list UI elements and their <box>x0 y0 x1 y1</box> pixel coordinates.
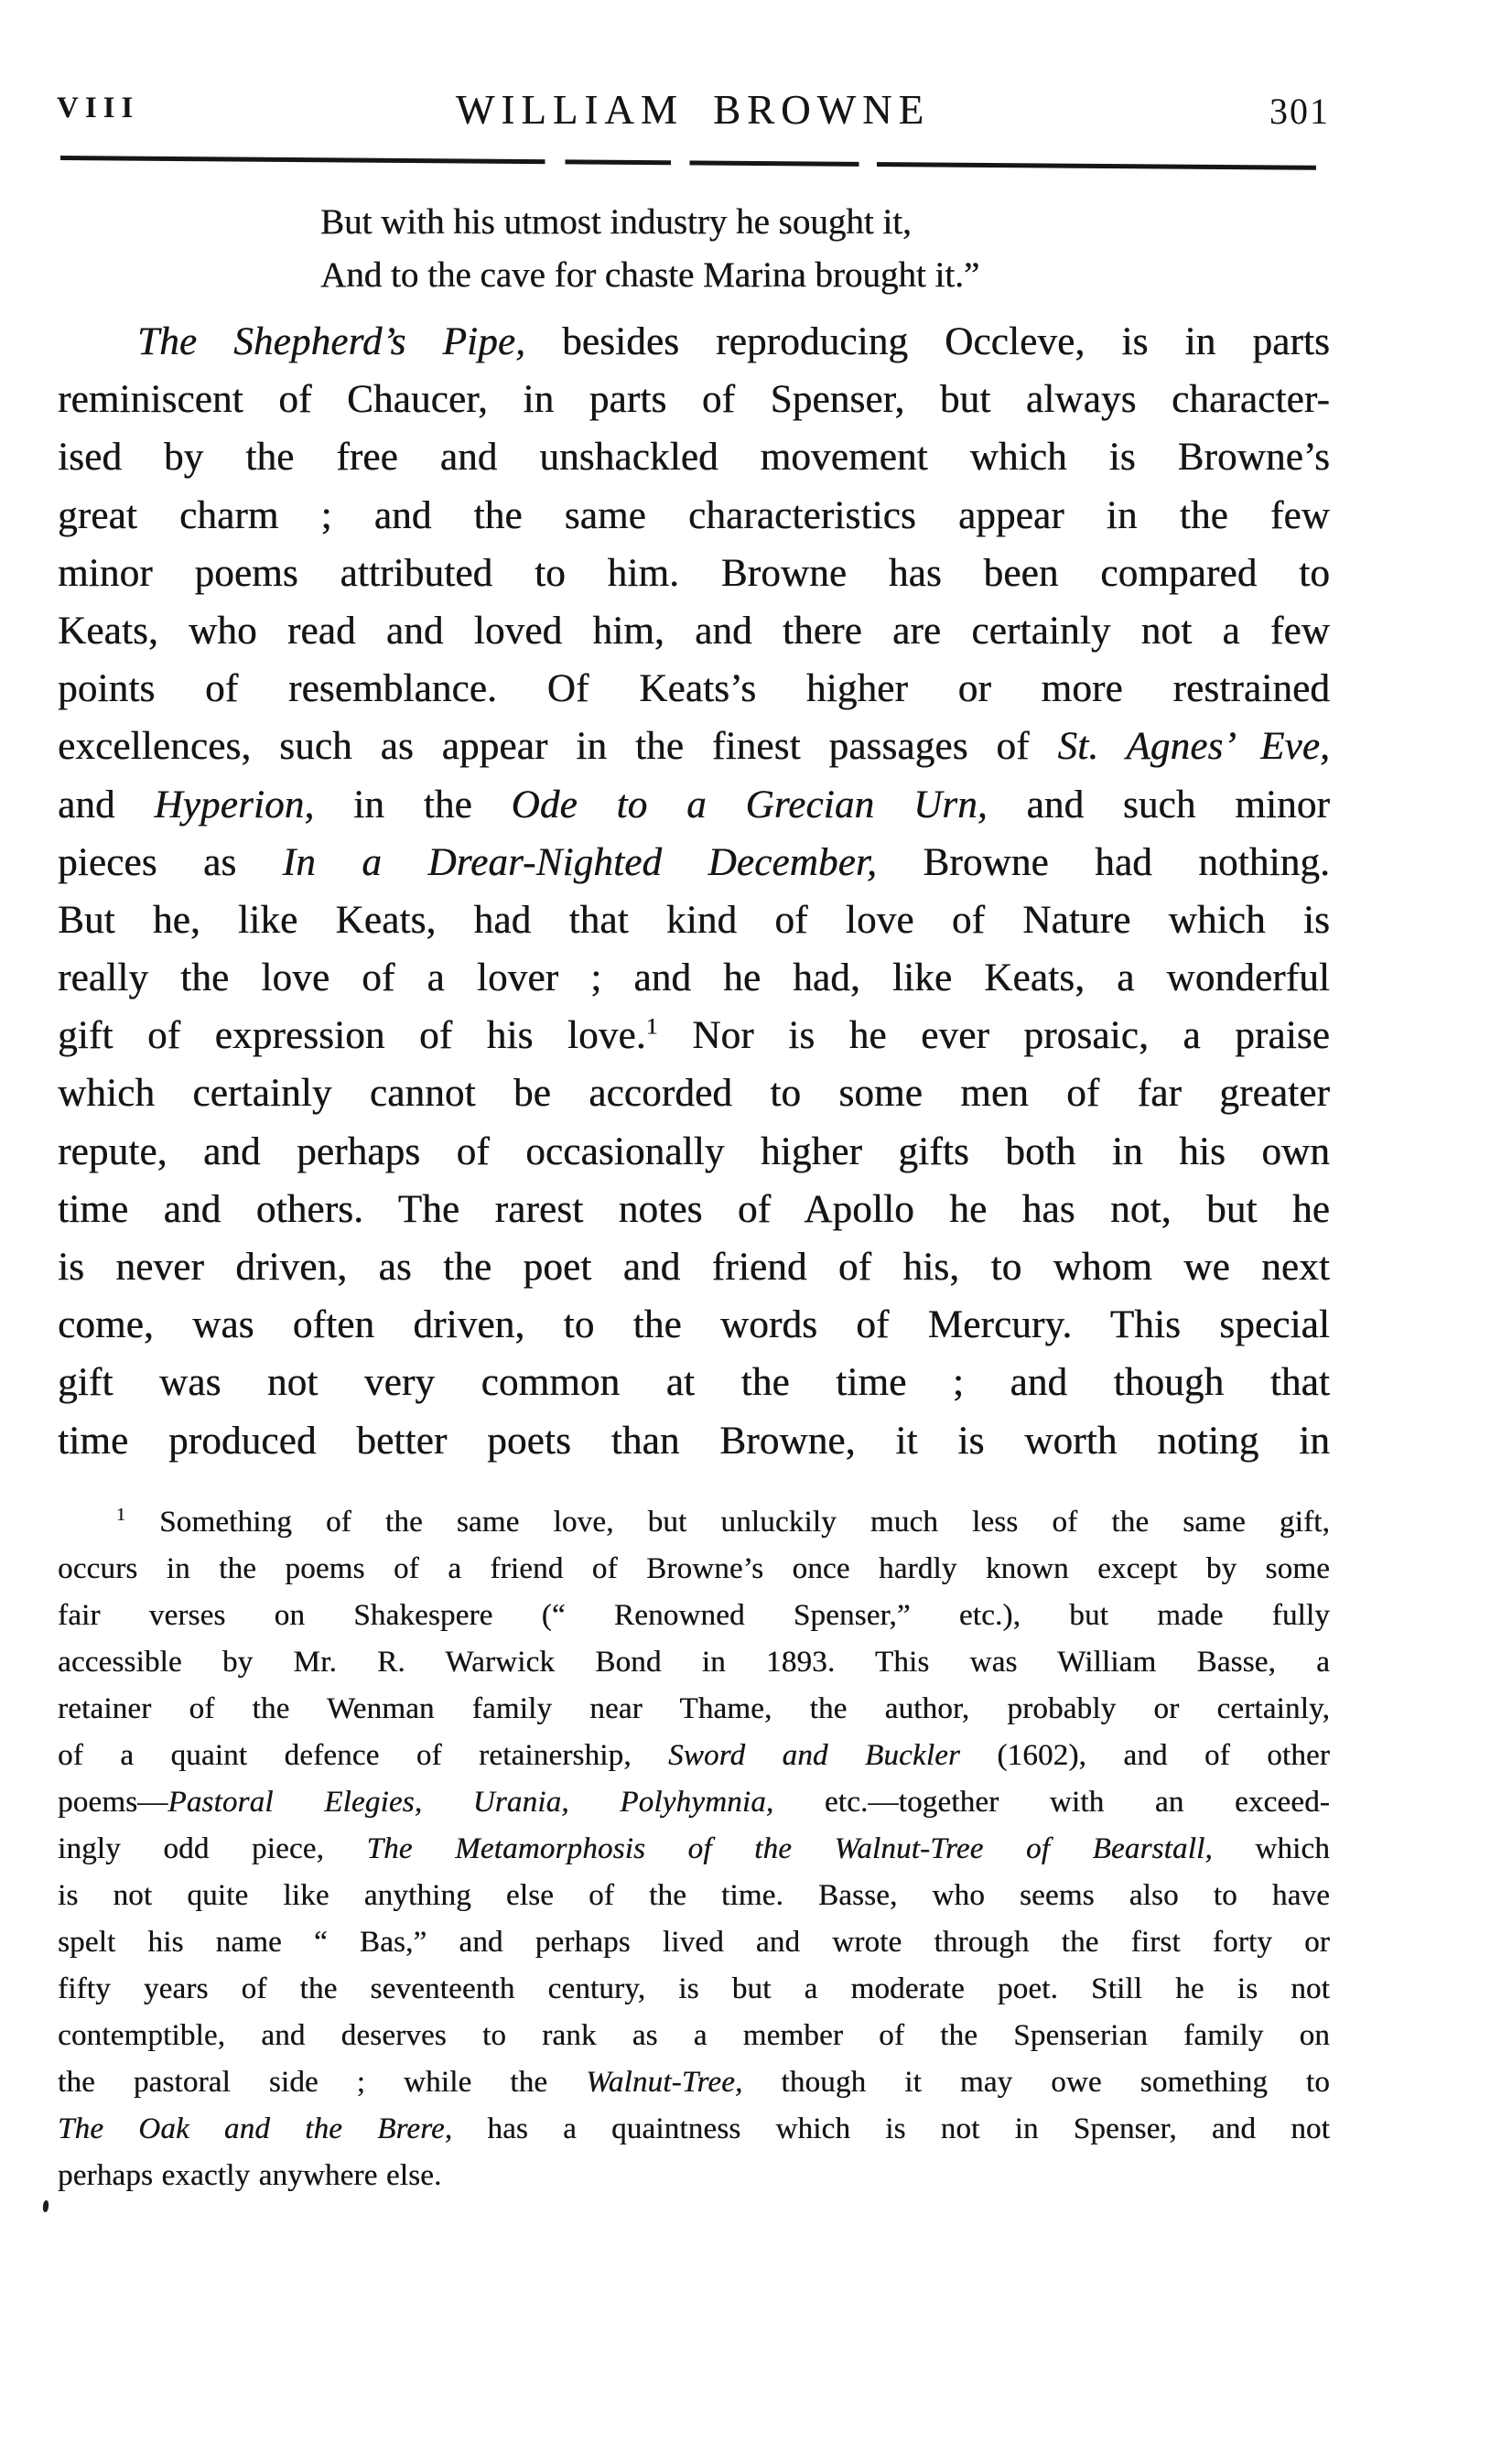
text-segment: ingly odd piece, <box>58 1832 367 1865</box>
text-line <box>58 1354 1330 1411</box>
text-line <box>58 1686 1330 1733</box>
text-segment: But he, like Keats, had that kind of love of Nature which is <box>58 898 1330 942</box>
text-line <box>58 602 1330 660</box>
text-line <box>58 1919 1330 1966</box>
text-line <box>58 776 1330 834</box>
text-line <box>320 196 979 249</box>
text-line <box>58 1593 1330 1639</box>
text-segment: But with his utmost industry he sought it, <box>320 202 912 242</box>
text-segment: repute, and perhaps of occasionally higher gifts both in his own <box>58 1129 1330 1173</box>
text-segment: Browne had nothing. <box>877 840 1330 884</box>
text-segment: the pastoral side ; while the <box>58 2066 587 2099</box>
text-segment: poems— <box>58 1786 168 1819</box>
text-segment: time produced better poets than Browne, it is worth noting in <box>58 1419 1330 1463</box>
text-segment: which <box>1212 1832 1330 1865</box>
italic-text-segment: The Metamorphosis of the Walnut-Tree of Bearstall, <box>366 1832 1213 1865</box>
text-segment: in the <box>314 783 512 826</box>
text-segment: though it may owe something to <box>742 2066 1330 2099</box>
text-line <box>58 1779 1330 1826</box>
text-segment: perhaps exactly anywhere else. <box>58 2159 442 2192</box>
text-segment: and such minor <box>987 783 1330 826</box>
text-line <box>58 1007 1330 1064</box>
italic-text-segment: The Oak and the Brere, <box>58 2112 453 2145</box>
text-segment: Nor is he ever prosaic, a praise <box>657 1014 1330 1058</box>
text-segment: has a quaintness which is not in Spenser, and not <box>452 2112 1330 2145</box>
text-segment: excellences, such as appear in the finest passages of <box>58 725 1058 769</box>
text-line <box>58 2153 1330 2199</box>
text-line <box>58 1064 1330 1122</box>
text-segment: of a quaint defence of retainership, <box>58 1739 669 1772</box>
italic-text-segment: Sword and Buckler <box>668 1739 960 1772</box>
text-line <box>58 891 1330 949</box>
text-segment: And to the cave for chaste Marina brought it.” <box>320 255 980 295</box>
text-line <box>58 2013 1330 2059</box>
page-number: 301 <box>1269 91 1330 132</box>
text-segment: come, was often driven, to the words of Mercury. This special <box>58 1303 1330 1347</box>
text-line <box>58 1733 1330 1779</box>
italic-text-segment: The Shepherd’s Pipe, <box>137 320 526 363</box>
text-segment: fifty years of the seventeenth century, is but a moderate poet. Still he is not <box>58 1972 1330 2005</box>
text-segment: occurs in the poems of a friend of Browne’s once hardly known except by some <box>58 1552 1330 1585</box>
verse-quote <box>320 196 979 302</box>
text-line <box>58 545 1330 602</box>
text-line <box>58 1123 1330 1181</box>
text-line <box>58 1826 1330 1873</box>
text-line <box>58 834 1330 891</box>
text-segment: is never driven, as the poet and friend of his, to whom we next <box>58 1246 1330 1289</box>
text-segment: spelt his name “ Bas,” and perhaps lived and wrote through the first forty or <box>58 1926 1330 1959</box>
footnote-marker: 1 <box>116 1505 126 1525</box>
text-line <box>58 371 1330 428</box>
header-rule <box>60 156 1316 170</box>
text-segment: time and others. The rarest notes of Apollo he has not, but he <box>58 1187 1330 1231</box>
text-segment: great charm ; and the same characteristics appear in the few <box>58 493 1330 537</box>
italic-text-segment: St. Agnes’ Eve, <box>1057 725 1330 769</box>
text-segment: really the love of a lover ; and he had, like Keats, a wonderful <box>58 956 1330 1000</box>
text-segment: fair verses on Shakespere (“ Renowned Spenser,” etc.), but made fully <box>58 1599 1330 1632</box>
text-segment: is not quite like anything else of the time. Basse, who seems also to have <box>58 1879 1330 1912</box>
text-line <box>58 1966 1330 2013</box>
italic-text-segment: In a Drear-Nighted December, <box>282 840 878 884</box>
italic-text-segment: Hyperion, <box>154 783 315 826</box>
italic-text-segment: Walnut-Tree, <box>586 2066 743 2099</box>
text-segment: contemptible, and deserves to rank as a member of the Spenserian family on <box>58 2019 1330 2052</box>
text-segment: besides reproducing Occleve, is in parts <box>525 320 1330 363</box>
text-segment: retainer of the Wenman family near Thame, the author, probably or certainly, <box>58 1692 1330 1725</box>
footnote-marker: 1 <box>645 1012 658 1040</box>
text-segment: etc.—together with an exceed- <box>773 1786 1330 1819</box>
text-line <box>58 487 1330 545</box>
text-segment: pieces as <box>58 840 283 884</box>
text-line <box>320 249 979 302</box>
text-line <box>58 949 1330 1007</box>
text-line <box>58 660 1330 718</box>
text-segment: Keats, who read and loved him, and there are certainly not a few <box>58 609 1330 653</box>
text-line <box>58 313 1330 371</box>
text-segment: and <box>58 783 155 826</box>
text-line <box>58 1238 1330 1296</box>
text-segment: reminiscent of Chaucer, in parts of Spenser, but always character- <box>58 378 1330 422</box>
text-segment: which certainly cannot be accorded to some men of far greater <box>58 1072 1330 1116</box>
text-segment: ised by the free and unshackled movement which is Browne’s <box>58 436 1330 480</box>
text-line <box>58 1546 1330 1593</box>
text-segment: gift was not very common at the time ; and though that <box>58 1361 1330 1405</box>
text-segment: accessible by Mr. R. Warwick Bond in 1893. This was William Basse, a <box>58 1646 1330 1679</box>
italic-text-segment: Ode to a Grecian Urn, <box>511 783 988 826</box>
text-line <box>58 1181 1330 1238</box>
text-segment: gift of expression of his love. <box>58 1014 646 1058</box>
text-segment: Something of the same love, but unluckily much less of the same gift, <box>125 1506 1330 1539</box>
text-line <box>58 1412 1330 1470</box>
text-segment: minor poems attributed to him. Browne has been compared to <box>58 551 1330 595</box>
ink-speck <box>42 2200 49 2213</box>
text-line <box>58 1639 1330 1686</box>
text-line <box>58 2106 1330 2153</box>
text-segment: (1602), and of other <box>960 1739 1330 1772</box>
text-line <box>58 2059 1330 2106</box>
text-line <box>58 1296 1330 1354</box>
text-line <box>58 1499 1330 1546</box>
body-paragraph <box>58 313 1330 1470</box>
text-line <box>58 428 1330 486</box>
italic-text-segment: Pastoral Elegies, Urania, Polyhymnia, <box>167 1786 774 1819</box>
footnote <box>58 1499 1330 2199</box>
running-title: WILLIAM BROWNE <box>455 87 931 133</box>
text-segment: points of resemblance. Of Keats’s higher or more restrained <box>58 667 1330 711</box>
text-line <box>58 718 1330 775</box>
chapter-folio: VIII <box>57 92 140 124</box>
text-line <box>58 1873 1330 1919</box>
